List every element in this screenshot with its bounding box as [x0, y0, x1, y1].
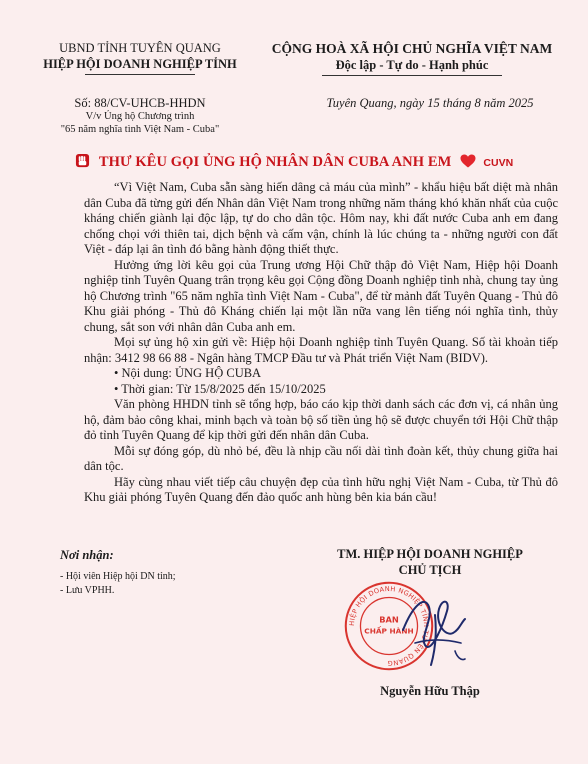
recipient-item: - Hội viên Hiệp hội DN tỉnh;: [60, 571, 176, 582]
paragraph-6: Hãy cùng nhau viết tiếp câu chuyện đẹp của tình hữu nghị Việt Nam - Cuba, từ Thủ đô Khu giải phóng Tuyên Quang đến đảo quốc anh hùng bên kia bán cầu!: [84, 474, 558, 504]
paragraph-3: Mọi sự ủng hộ xin gửi về: Hiệp hội Doanh nghiệp tỉnh Tuyên Quang. Số tài khoản tiếp nhận: 3412 98 66 88 - Ngân hàng TMCP Đầu tư và Phát triển Việt Nam (BIDV).: [84, 335, 558, 365]
recipient-item: - Lưu VPHH.: [60, 585, 115, 596]
national-motto: Độc lập - Tự do - Hạnh phúc: [335, 58, 489, 72]
letter-body: [84, 180, 558, 506]
national-header: [262, 40, 562, 76]
parent-authority: UBND TỈNH TUYÊN QUANG: [59, 41, 221, 55]
signer-name: Nguyễn Hữu Thập: [380, 684, 480, 698]
raised-fist-icon: [75, 153, 90, 168]
cuvn-tag: CUVN: [483, 157, 514, 169]
seal-center-line-1: BAN: [379, 614, 399, 625]
subject-line-2: "65 năm nghĩa tình Việt Nam - Cuba": [60, 124, 220, 135]
document-subject: [40, 110, 240, 136]
recipients-list: [60, 570, 176, 598]
paragraph-2: Hưởng ứng lời kêu gọi của Trung ương Hội Chữ thập đỏ Việt Nam, Hiệp hội Doanh nghiệp tỉnh Tuyên Quang trân trọng kêu gọi Cộng đồng Doanh nghiệp tỉnh nhà, chung tay ủng hộ Chương trình "65 năm nghĩa tình Việt Nam - Cuba", để từ mảnh đất Tuyên Quang - Thủ đô Khu giải phóng - Thủ đô Kháng chiến lại một lần nữa vang lên tiếng nói nghĩa tình, thủy chung, sắt son với nhân dân Cuba anh em.: [84, 257, 558, 334]
motto-underline: [322, 75, 502, 76]
paragraph-4: Văn phòng HHDN tỉnh sẽ tổng hợp, báo cáo kịp thời danh sách các đơn vị, cá nhân ủng hộ, đảm bảo công khai, minh bạch và toàn bộ số tiền ủng hộ sẽ được chuyển tới Hội Chữ thập đỏ tỉnh Tuyên Quang để kịp thời gửi đến nhân dân Cuba.: [84, 397, 558, 442]
signatory-org: TM. HIỆP HỘI DOANH NGHIỆP: [337, 547, 523, 561]
time-bullet: • Thời gian: Từ 15/8/2025 đến 15/10/2025: [114, 381, 326, 396]
letter-title: [0, 153, 588, 171]
signatory-role: CHỦ TỊCH: [398, 563, 462, 577]
subject-line-1: V/v Ủng hộ Chương trình: [85, 111, 195, 122]
content-bullet: • Nội dung: ỦNG HỘ CUBA: [114, 366, 262, 380]
paragraph-1: “Vì Việt Nam, Cuba sẵn sàng hiến dâng cả máu của mình” - khẩu hiệu bất diệt mà nhân dân Cuba đã từng gửi đến Nhân dân Việt Nam trong những năm tháng khó khăn nhất của cuộc kháng chiến giành lại độc lập, tự do cho dân tộc. Hôm nay, khi đất nước Cuba anh em đang chống chọi với thiên tai, dịch bệnh và cấm vận, chính là lúc chúng ta - những người con đất Việt - đáp lại ân tình đó bằng hành động thiết thực.: [84, 180, 558, 256]
red-heart-icon: [460, 154, 476, 168]
signatory-block: [300, 546, 560, 578]
issuer-header: [40, 40, 240, 75]
recipients-title: Nơi nhận:: [60, 548, 114, 562]
title-text: THƯ KÊU GỌI ỦNG HỘ NHÂN DÂN CUBA ANH EM: [98, 154, 452, 170]
issuer-underline: [85, 74, 195, 75]
country-name: CỘNG HOÀ XÃ HỘI CHỦ NGHĨA VIỆT NAM: [271, 41, 553, 56]
seal-ring-text: HIỆP HỘI DOANH NGHIỆP TỈNH TUYÊN QUANG: [347, 584, 431, 668]
paragraph-5: Mỗi sự đóng góp, dù nhỏ bé, đều là nhịp cầu nối dài tình đoàn kết, thủy chung giữa hai dân tộc.: [84, 443, 558, 473]
seal-center-line-2: CHẤP HÀNH: [364, 626, 414, 636]
place-and-date: Tuyên Quang, ngày 15 tháng 8 năm 2025: [326, 96, 534, 110]
handwritten-signature: [395, 585, 470, 670]
issuer-name: HIỆP HỘI DOANH NGHIỆP TỈNH: [43, 57, 237, 71]
document-number: Số: 88/CV-UHCB-HHDN: [74, 96, 206, 110]
